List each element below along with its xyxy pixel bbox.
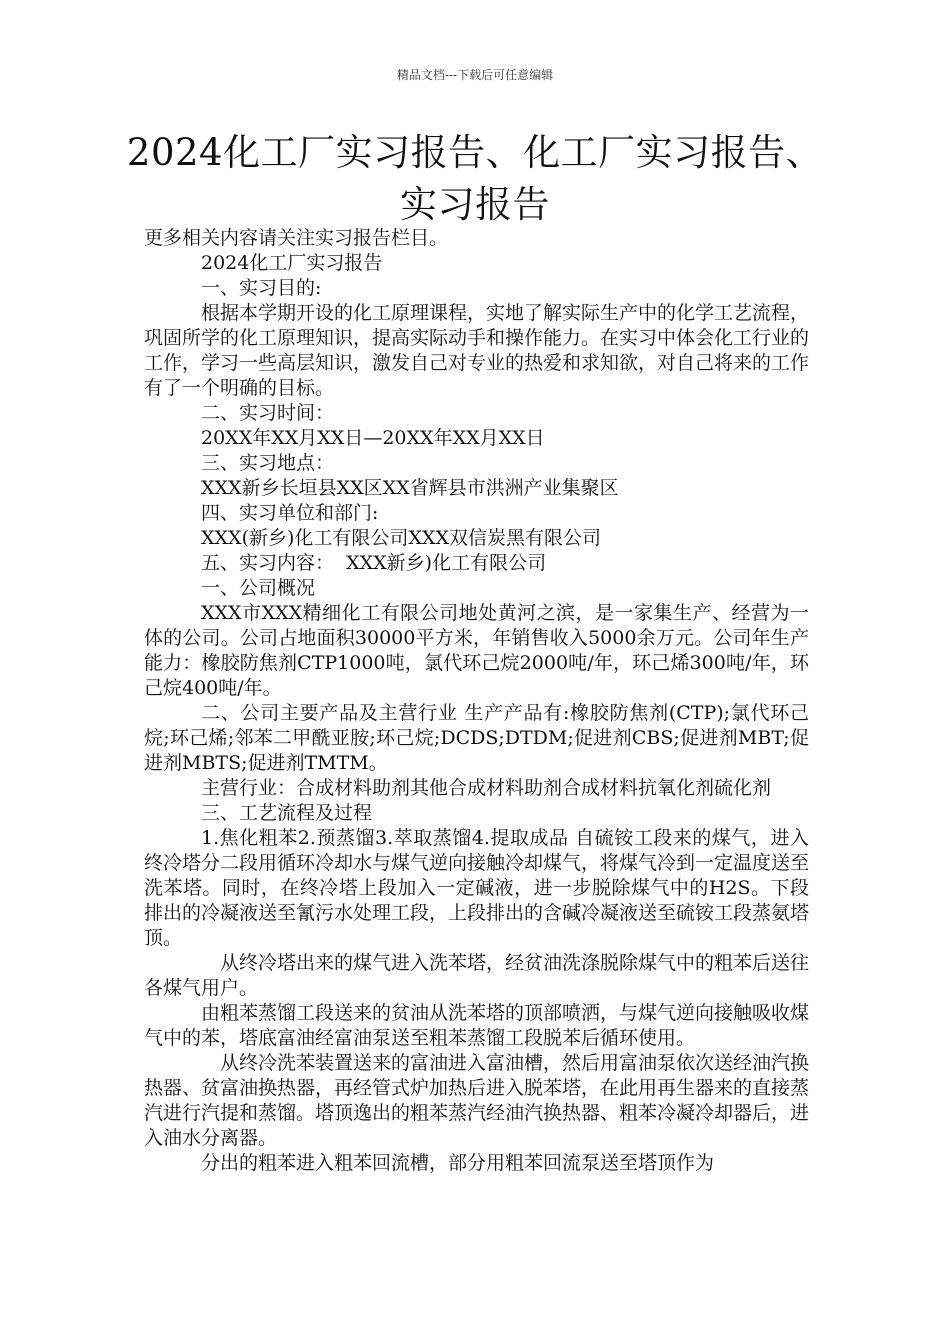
page-header-note: 精品文档---下载后可任意编辑 — [396, 68, 554, 82]
document-body — [144, 226, 809, 1176]
section-heading: 五、实习内容： XXX新乡)化工有限公司 — [201, 552, 547, 574]
paragraph: 二、公司主要产品及主营行业 生产产品有:橡胶防焦剂(CTP);氯代环己烷;环己烯;邻苯二甲酰亚胺;环己烷;DCDS;DTDM;促进剂CBS;促进剂MBT;促进剂MBTS;促进剂TMTM。 — [144, 702, 809, 774]
paragraph: 根据本学期开设的化工原理课程，实地了解实际生产中的化学工艺流程，巩固所学的化工原理知识，提高实际动手和操作能力。在实习中体会化工行业的工作，学习一些高层知识，激发自己对专业的热爱和求知欲，对自己将来的工作有了一个明确的目标。 — [144, 302, 810, 399]
paragraph: 主营行业：合成材料助剂其他合成材料助剂合成材料抗氧化剂硫化剂 — [201, 777, 772, 799]
section-heading: 一、公司概况 — [201, 577, 316, 599]
section-heading: 三、工艺流程及过程 — [201, 802, 373, 824]
paragraph: 1.焦化粗苯2.预蒸馏3.萃取蒸馏4.提取成品 自硫铵工段来的煤气，进入终冷塔分二段用循环冷却水与煤气逆向接触冷却煤气，将煤气冷到一定温度送至洗苯塔。同时，在终冷塔上段加入一定碱液，进一步脱除煤气中的H2S。下段排出的冷凝液送至氰污水处理工段，上段排出的含碱冷凝液送至硫铵工段蒸氨塔顶。 — [144, 827, 810, 949]
paragraph: 从终冷洗苯装置送来的富油进入富油槽，然后用富油泵依次送经油汽换热器、贫富油换热器，再经管式炉加热后进入脱苯塔，在此用再生器来的直接蒸汽进行汽提和蒸馏。塔顶逸出的粗苯蒸汽经油汽换热器、粗苯冷凝冷却器后，进入油水分离器。 — [144, 1052, 810, 1149]
paragraph: XXX新乡长垣县XX区XX省辉县市洪洲产业集聚区 — [201, 477, 619, 499]
section-heading: 二、实习时间： — [201, 402, 335, 424]
intro-line: 更多相关内容请关注实习报告栏目。 — [144, 227, 449, 249]
section-heading: 一、实习目的: — [201, 277, 322, 299]
paragraph: 20XX年XX月XX日—20XX年XX月XX日 — [201, 427, 545, 449]
paragraph: 由粗苯蒸馏工段送来的贫油从洗苯塔的顶部喷洒，与煤气逆向接触吸收煤气中的苯，塔底富油经富油泵送至粗苯蒸馏工段脱苯后循环使用。 — [144, 1002, 810, 1049]
document-title: 2024化工厂实习报告、化工厂实习报告、实习报告 — [126, 131, 824, 226]
section-heading: 四、实习单位和部门: — [201, 502, 379, 524]
paragraph: XXX(新乡)化工有限公司XXX双信炭黑有限公司 — [201, 527, 601, 549]
section-heading: 三、实习地点： — [201, 452, 335, 474]
paragraph: 从终冷塔出来的煤气进入洗苯塔，经贫油洗涤脱除煤气中的粗苯后送往各煤气用户。 — [144, 952, 810, 999]
report-subtitle: 2024化工厂实习报告 — [201, 252, 383, 274]
paragraph: XXX市XXX精细化工有限公司地处黄河之滨，是一家集生产、经营为一体的公司。公司占地面积30000平方米，年销售收入5000余万元。公司年生产能力：橡胶防焦剂CTP1000吨，氯代环己烷2000吨/年，环己烯300吨/年，环己烷400吨/年。 — [144, 602, 809, 699]
paragraph: 分出的粗苯进入粗苯回流槽，部分用粗苯回流泵送至塔顶作为 — [201, 1152, 715, 1174]
